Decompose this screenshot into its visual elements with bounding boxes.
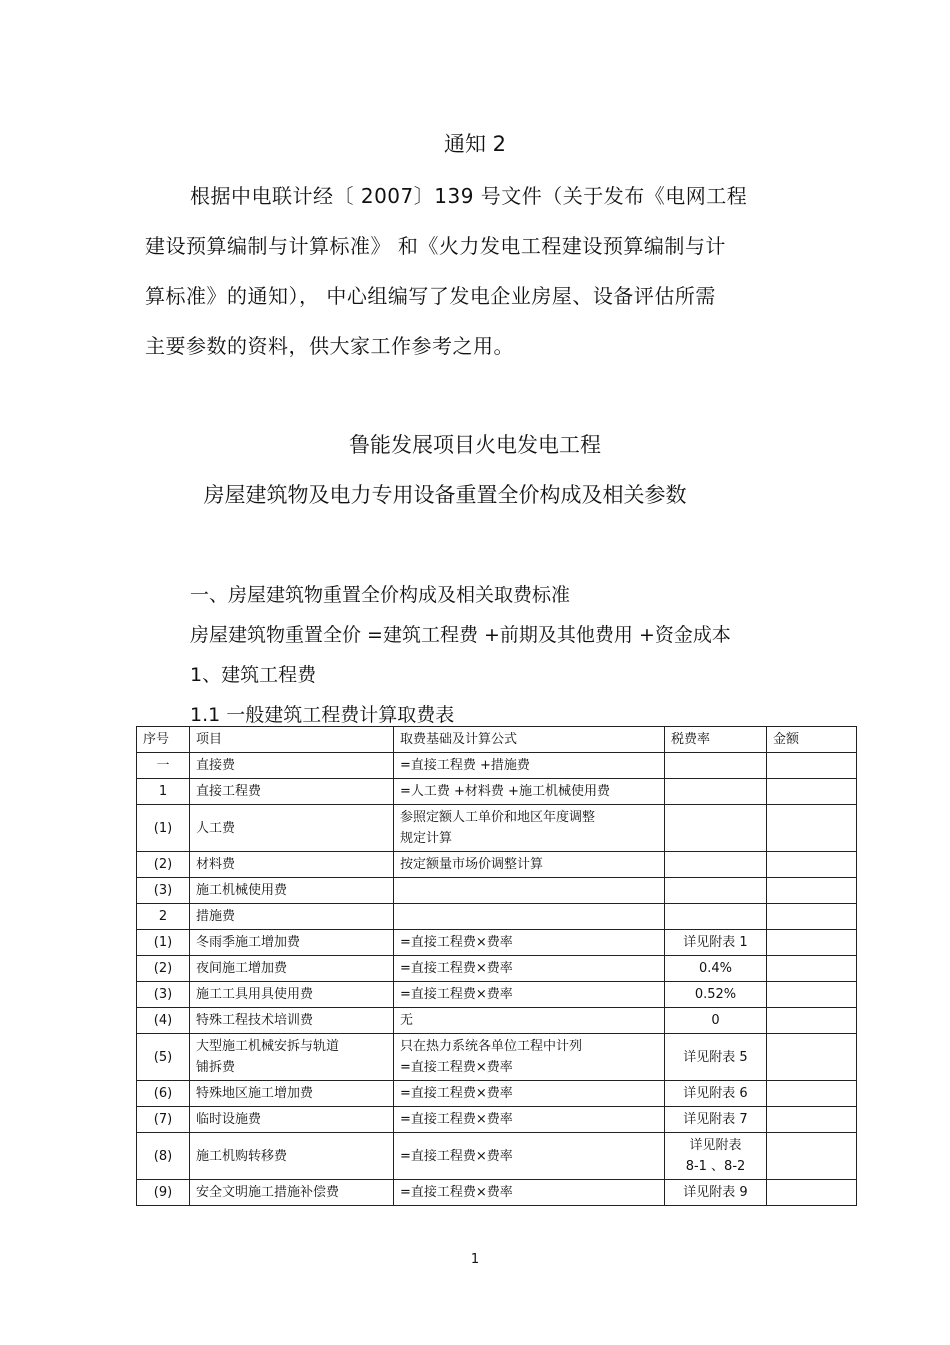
cell-no-line: 一 bbox=[156, 758, 170, 773]
cost-formula: 房屋建筑物重置全价 =建筑工程费 +前期及其他费用 +资金成本 bbox=[190, 624, 731, 646]
cell-basis-line: =人工费 +材料费 +施工机械使用费 bbox=[400, 784, 610, 799]
cell-no-line: (3) bbox=[153, 883, 173, 898]
cell-no-line: 1 bbox=[158, 784, 168, 799]
cell-item-line: 冬雨季施工增加费 bbox=[196, 935, 301, 950]
cell-amount bbox=[767, 1133, 857, 1180]
cell-rate-line: 0.4% bbox=[698, 961, 733, 976]
cell-item-line: 施工工具用具使用费 bbox=[196, 987, 314, 1002]
cell-basis bbox=[394, 1133, 665, 1180]
cell-rate bbox=[665, 1008, 767, 1034]
cell-amount bbox=[767, 982, 857, 1008]
cell-amount bbox=[767, 1034, 857, 1081]
cell-item bbox=[190, 779, 394, 805]
cell-item bbox=[190, 982, 394, 1008]
table-row bbox=[137, 805, 857, 852]
notice-title: 通知 2 bbox=[443, 132, 507, 156]
cell-rate-line: 0.52% bbox=[694, 987, 737, 1002]
table-row bbox=[137, 904, 857, 930]
cell-item-line: 施工机械使用费 bbox=[196, 883, 288, 898]
cell-item bbox=[190, 878, 394, 904]
table-header-row bbox=[137, 727, 857, 753]
cell-basis bbox=[394, 852, 665, 878]
header-no: 序号 bbox=[137, 727, 190, 753]
heading-line-1: 鲁能发展项目火电发电工程 bbox=[349, 433, 601, 457]
cell-item-line: 直接费 bbox=[196, 758, 236, 773]
cell-no-line: (6) bbox=[153, 1086, 173, 1101]
cell-amount bbox=[767, 852, 857, 878]
cell-item-line: 临时设施费 bbox=[196, 1112, 262, 1127]
cell-item-line: 人工费 bbox=[196, 820, 236, 836]
cell-amount bbox=[767, 1107, 857, 1133]
cell-basis-line: 只在热力系统各单位工程中计列 bbox=[400, 1039, 583, 1054]
cell-item-line: 铺拆费 bbox=[196, 1060, 236, 1075]
cell-item-line: 材料费 bbox=[196, 857, 236, 872]
cell-no-line: (3) bbox=[153, 987, 173, 1002]
cell-item bbox=[190, 1034, 394, 1081]
cell-item bbox=[190, 1081, 394, 1107]
cell-basis bbox=[394, 779, 665, 805]
cell-item-line: 大型施工机械安拆与轨道 bbox=[196, 1039, 340, 1054]
table-row bbox=[137, 930, 857, 956]
table-row bbox=[137, 1180, 857, 1206]
page-number: 1 bbox=[470, 1252, 480, 1267]
cell-no bbox=[137, 904, 190, 930]
cell-item-line: 特殊工程技术培训费 bbox=[196, 1013, 314, 1028]
cell-basis-line: =直接工程费×费率 bbox=[400, 961, 513, 976]
cell-basis-line: =直接工程费×费率 bbox=[400, 1086, 513, 1101]
table-row bbox=[137, 753, 857, 779]
cell-rate-line: 详见附表 9 bbox=[683, 1185, 748, 1200]
cell-no bbox=[137, 1180, 190, 1206]
cell-basis bbox=[394, 1034, 665, 1081]
cell-basis-line: =直接工程费 +措施费 bbox=[400, 758, 530, 773]
cell-item-line: 措施费 bbox=[196, 909, 236, 924]
cell-rate bbox=[665, 1133, 767, 1180]
cell-amount bbox=[767, 1008, 857, 1034]
cell-item bbox=[190, 852, 394, 878]
cell-no-line: (2) bbox=[153, 961, 173, 976]
cell-no bbox=[137, 852, 190, 878]
cell-item bbox=[190, 956, 394, 982]
cell-basis bbox=[394, 878, 665, 904]
cell-rate-line: 详见附表 6 bbox=[683, 1086, 748, 1101]
table-row bbox=[137, 982, 857, 1008]
cell-rate bbox=[665, 878, 767, 904]
table-row bbox=[137, 1133, 857, 1180]
cell-basis bbox=[394, 904, 665, 930]
cell-basis-line: =直接工程费×费率 bbox=[400, 987, 513, 1002]
cell-basis bbox=[394, 982, 665, 1008]
subsection-title: 1、建筑工程费 bbox=[190, 664, 317, 686]
cell-amount bbox=[767, 1180, 857, 1206]
cell-amount bbox=[767, 930, 857, 956]
cell-rate-line: 详见附表 7 bbox=[683, 1112, 748, 1127]
cell-no-line: (1) bbox=[153, 935, 173, 950]
cell-no bbox=[137, 956, 190, 982]
cell-item bbox=[190, 930, 394, 956]
table-row bbox=[137, 1034, 857, 1081]
cell-amount bbox=[767, 1081, 857, 1107]
intro-line-1: 根据中电联计经〔 2007〕139 号文件（关于发布《电网工程 bbox=[190, 184, 748, 208]
cell-basis-line: 参照定额人工单价和地区年度调整 bbox=[400, 810, 596, 825]
cell-no-line: (1) bbox=[153, 820, 173, 836]
cell-rate bbox=[665, 753, 767, 779]
header-basis: 取费基础及计算公式 bbox=[394, 727, 665, 753]
cell-amount bbox=[767, 904, 857, 930]
cell-basis bbox=[394, 1107, 665, 1133]
cell-basis bbox=[394, 1008, 665, 1034]
table-row bbox=[137, 1008, 857, 1034]
cell-basis bbox=[394, 753, 665, 779]
cell-no-line: (5) bbox=[153, 1049, 173, 1065]
table-row bbox=[137, 1081, 857, 1107]
cell-basis bbox=[394, 1081, 665, 1107]
cell-basis bbox=[394, 1180, 665, 1206]
table-row bbox=[137, 878, 857, 904]
cell-rate bbox=[665, 1081, 767, 1107]
cell-no bbox=[137, 779, 190, 805]
cell-rate bbox=[665, 852, 767, 878]
cell-amount bbox=[767, 753, 857, 779]
cell-no-line: 2 bbox=[158, 909, 168, 924]
cell-item bbox=[190, 1008, 394, 1034]
fee-table bbox=[136, 726, 857, 1206]
cell-no-line: (9) bbox=[153, 1185, 173, 1200]
cell-rate-line: 详见附表 5 bbox=[683, 1049, 748, 1065]
cell-no bbox=[137, 1133, 190, 1180]
intro-line-3: 算标准》的通知）， 中心组编写了发电企业房屋、设备评估所需 bbox=[145, 284, 716, 308]
cell-basis-line: =直接工程费×费率 bbox=[400, 935, 513, 950]
cell-item-line: 施工机购转移费 bbox=[196, 1148, 288, 1164]
cell-item bbox=[190, 1180, 394, 1206]
cell-amount bbox=[767, 956, 857, 982]
cell-basis bbox=[394, 805, 665, 852]
cell-basis bbox=[394, 930, 665, 956]
cell-rate bbox=[665, 904, 767, 930]
cell-item-line: 夜间施工增加费 bbox=[196, 961, 288, 976]
cell-amount bbox=[767, 878, 857, 904]
cell-no bbox=[137, 930, 190, 956]
cell-rate-line: 详见附表 bbox=[689, 1138, 742, 1153]
header-item: 项目 bbox=[190, 727, 394, 753]
heading-line-2: 房屋建筑物及电力专用设备重置全价构成及相关参数 bbox=[203, 483, 687, 507]
cell-item-line: 安全文明施工措施补偿费 bbox=[196, 1185, 340, 1200]
cell-rate-line: 详见附表 1 bbox=[683, 935, 748, 950]
cell-basis-line: =直接工程费×费率 bbox=[400, 1148, 513, 1164]
cell-no bbox=[137, 1107, 190, 1133]
cell-basis-line: 按定额量市场价调整计算 bbox=[400, 857, 544, 872]
header-rate: 税费率 bbox=[665, 727, 767, 753]
section-title: 一、房屋建筑物重置全价构成及相关取费标准 bbox=[190, 584, 571, 606]
cell-item bbox=[190, 904, 394, 930]
cell-no-line: (4) bbox=[153, 1013, 173, 1028]
cell-no bbox=[137, 1081, 190, 1107]
cell-basis-line: =直接工程费×费率 bbox=[400, 1185, 513, 1200]
cell-rate bbox=[665, 1034, 767, 1081]
cell-no bbox=[137, 1034, 190, 1081]
cell-item bbox=[190, 1133, 394, 1180]
table-row bbox=[137, 852, 857, 878]
cell-no-line: (2) bbox=[153, 857, 173, 872]
cell-no bbox=[137, 753, 190, 779]
cell-basis-line: 规定计算 bbox=[400, 831, 453, 846]
cell-basis-line: 无 bbox=[400, 1013, 414, 1028]
cell-rate bbox=[665, 779, 767, 805]
cell-rate bbox=[665, 930, 767, 956]
cell-basis-line: =直接工程费×费率 bbox=[400, 1112, 513, 1127]
cell-item bbox=[190, 805, 394, 852]
cell-amount bbox=[767, 805, 857, 852]
cell-rate bbox=[665, 956, 767, 982]
cell-rate-line: 8-1 、8-2 bbox=[685, 1159, 746, 1174]
table-row bbox=[137, 956, 857, 982]
cell-no-line: (7) bbox=[153, 1112, 173, 1127]
cell-no bbox=[137, 982, 190, 1008]
cell-item-line: 直接工程费 bbox=[196, 784, 262, 799]
table-row bbox=[137, 1107, 857, 1133]
cell-item-line: 特殊地区施工增加费 bbox=[196, 1086, 314, 1101]
cell-rate-line: 0 bbox=[711, 1013, 720, 1028]
cell-rate bbox=[665, 1107, 767, 1133]
cell-amount bbox=[767, 779, 857, 805]
intro-line-4: 主要参数的资料，供大家工作参考之用。 bbox=[145, 334, 514, 358]
intro-line-2: 建设预算编制与计算标准》 和《火力发电工程建设预算编制与计 bbox=[145, 234, 726, 258]
cell-rate bbox=[665, 805, 767, 852]
cell-basis bbox=[394, 956, 665, 982]
cell-item bbox=[190, 753, 394, 779]
header-amount: 金额 bbox=[767, 727, 857, 753]
cell-no bbox=[137, 805, 190, 852]
cell-no bbox=[137, 1008, 190, 1034]
cell-rate bbox=[665, 1180, 767, 1206]
table-caption: 1.1 一般建筑工程费计算取费表 bbox=[190, 704, 455, 726]
cell-rate bbox=[665, 982, 767, 1008]
cell-no bbox=[137, 878, 190, 904]
cell-item bbox=[190, 1107, 394, 1133]
cell-basis-line: =直接工程费×费率 bbox=[400, 1060, 513, 1075]
table-row bbox=[137, 779, 857, 805]
cell-no-line: (8) bbox=[153, 1148, 173, 1164]
